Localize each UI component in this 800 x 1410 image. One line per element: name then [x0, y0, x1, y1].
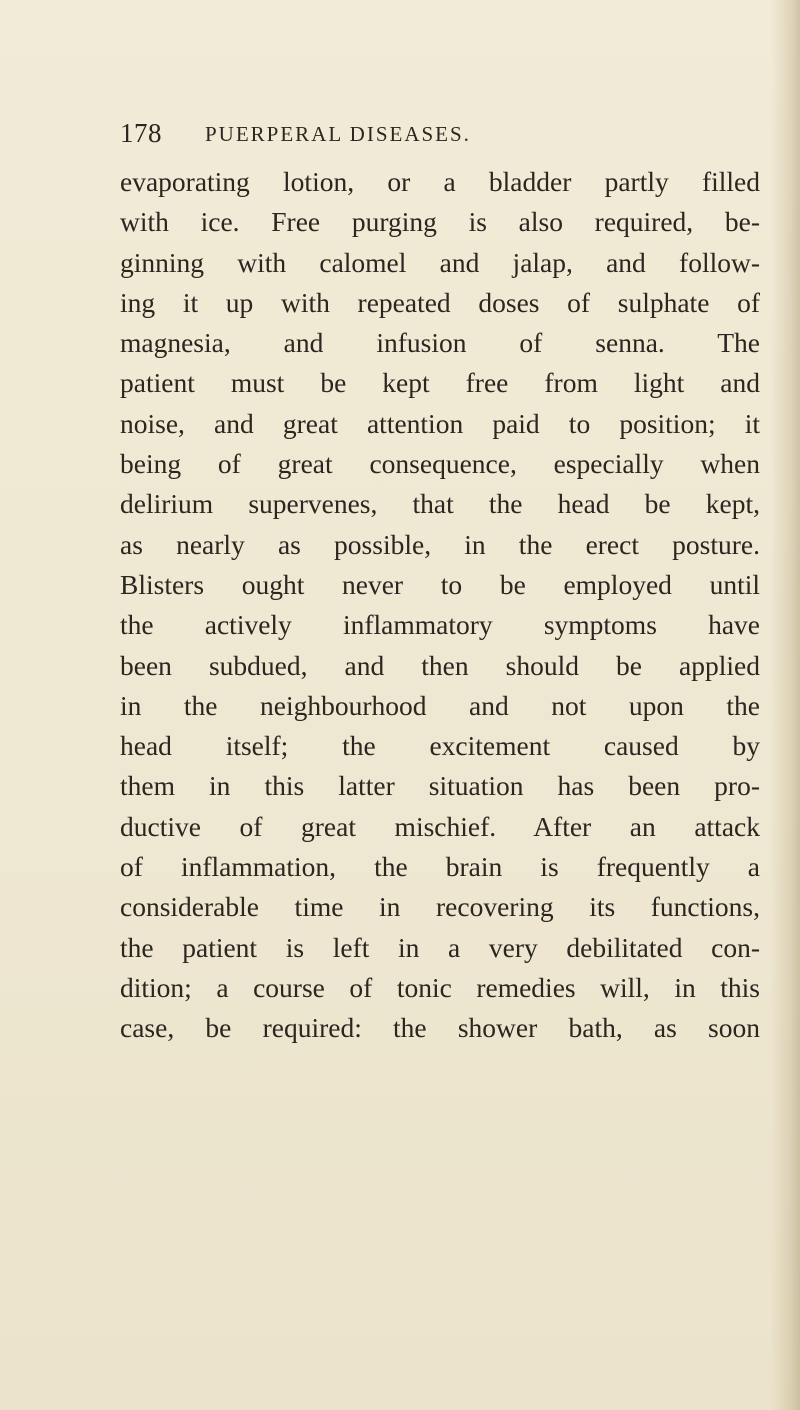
body-text — [120, 162, 760, 1049]
text-line: been subdued, and then should be applied — [120, 649, 760, 681]
text-line: with ice. Free purging is also required, be- — [120, 206, 760, 238]
text-line: ductive of great mischief. After an attack — [120, 810, 760, 842]
text-line: head itself; the excitement caused by — [120, 730, 760, 762]
text-line: considerable time in recovering its functions, — [120, 891, 760, 923]
text-line: the actively inflammatory symptoms have — [120, 609, 760, 641]
text-line: as nearly as possible, in the erect posture. — [120, 528, 760, 560]
text-line: noise, and great attention paid to position; it — [120, 407, 760, 439]
page-number: 178 — [120, 118, 162, 148]
text-line: Blisters ought never to be employed until — [120, 568, 760, 600]
text-line: patient must be kept free from light and — [120, 367, 760, 399]
text-line: of inflammation, the brain is frequently a — [120, 851, 760, 883]
text-line: in the neighbourhood and not upon the — [120, 689, 760, 721]
text-line: case, be required: the shower bath, as soon — [120, 1012, 760, 1044]
page-header-title: PUERPERAL DISEASES. — [205, 122, 471, 146]
text-line: magnesia, and infusion of senna. The — [120, 327, 760, 359]
running-header — [120, 118, 740, 154]
text-line: delirium supervenes, that the head be kept, — [120, 488, 760, 520]
text-line: dition; a course of tonic remedies will, in this — [120, 971, 760, 1003]
text-line: evaporating lotion, or a bladder partly filled — [120, 166, 760, 197]
text-line: them in this latter situation has been pro- — [120, 770, 760, 802]
text-line: being of great consequence, especially when — [120, 448, 760, 480]
text-line: the patient is left in a very debilitated con- — [120, 931, 760, 963]
text-line: ginning with calomel and jalap, and follow- — [120, 246, 760, 278]
text-line: ing it up with repeated doses of sulphate of — [120, 286, 760, 318]
